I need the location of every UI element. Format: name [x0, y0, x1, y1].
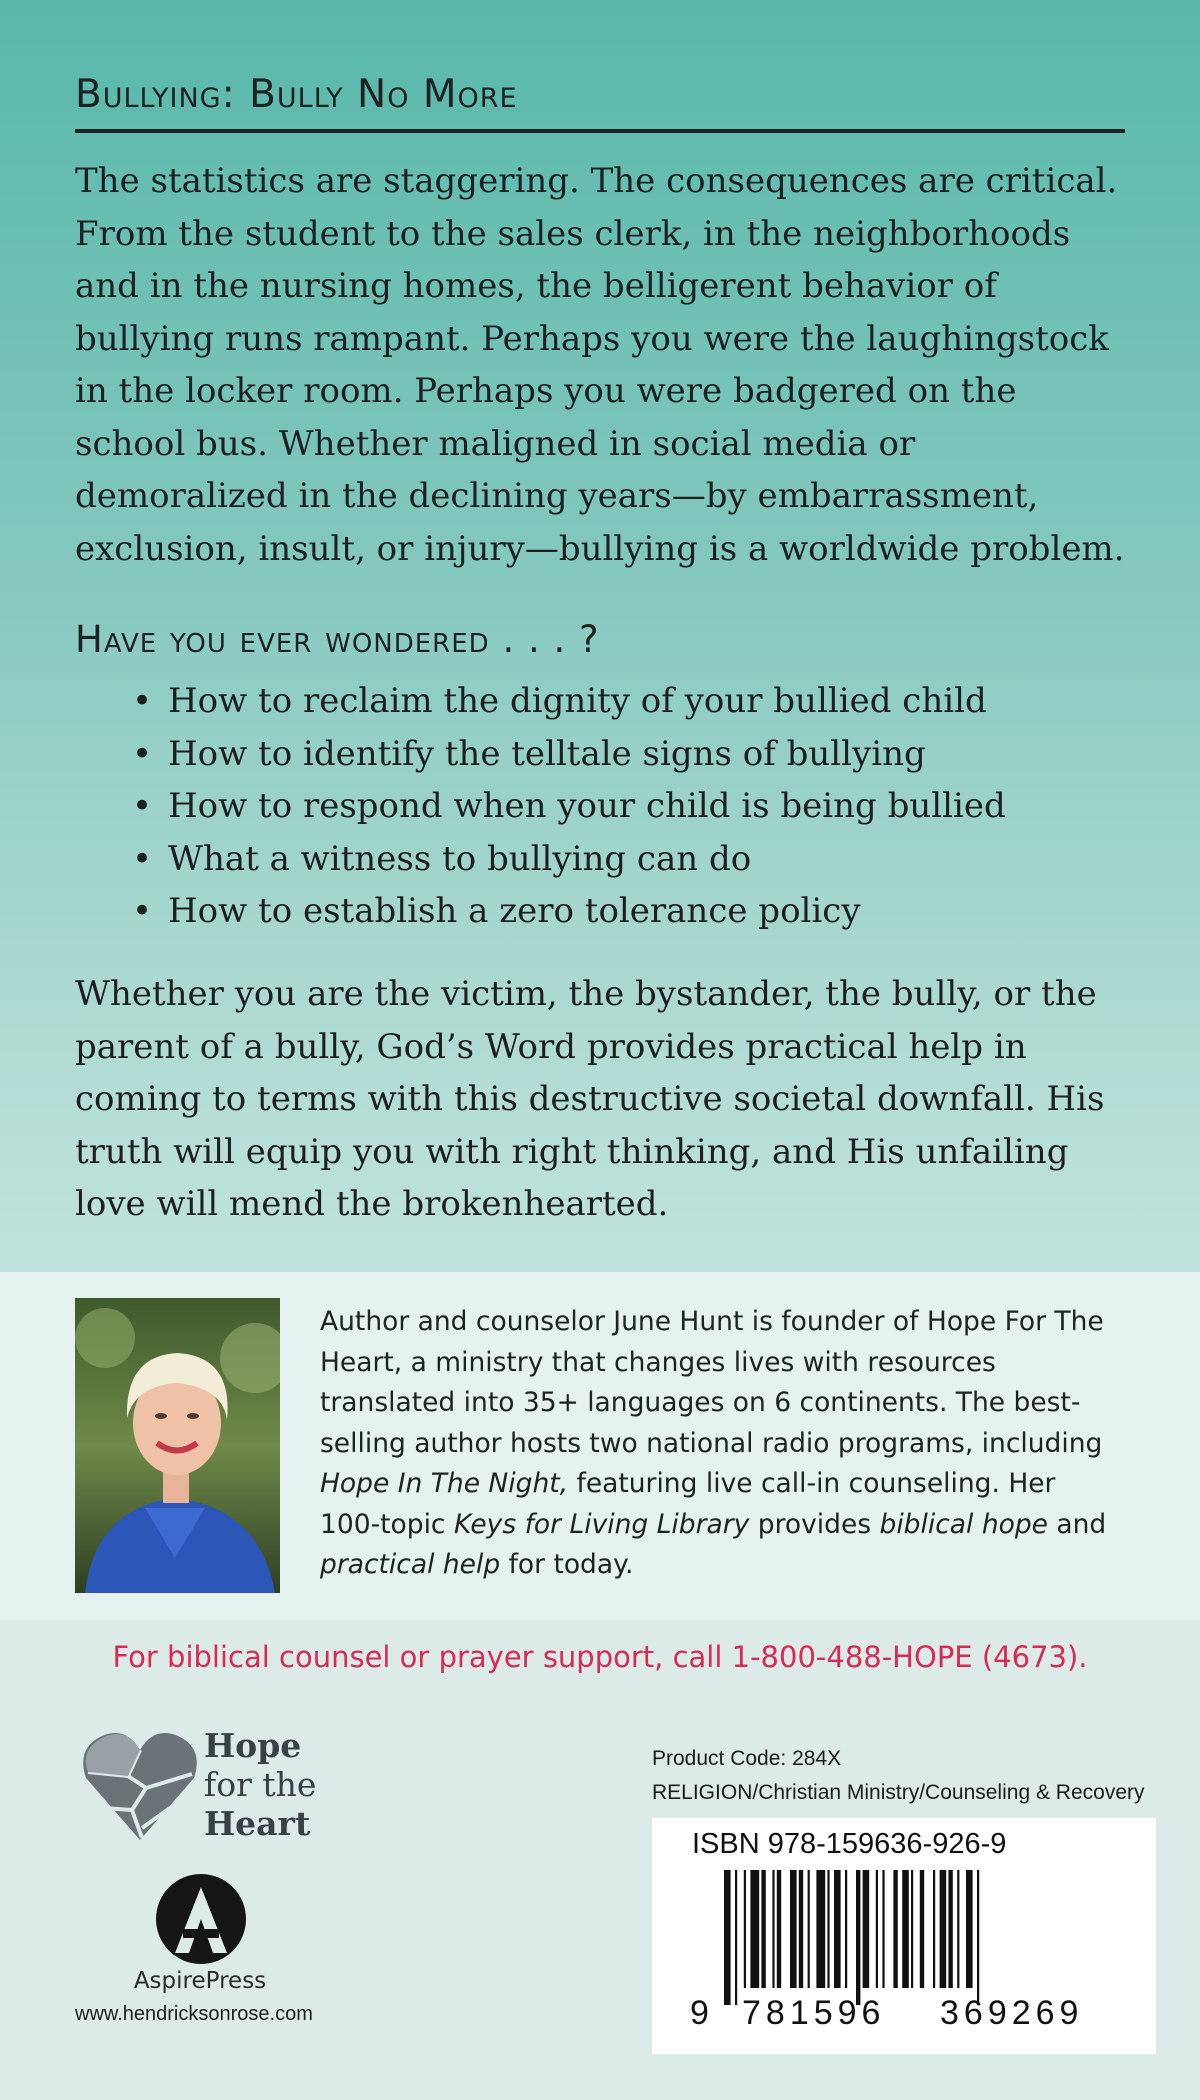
- bullet-icon: •: [132, 786, 153, 826]
- isbn-text: ISBN 978-159636-926-9: [692, 1828, 1007, 1860]
- barcode-bar: [827, 1870, 829, 1988]
- barcode-panel: [652, 1818, 1156, 2054]
- barcode-bar: [808, 1870, 810, 1988]
- list-item: • How to establish a zero tolerance policy: [132, 885, 1132, 938]
- closing-paragraph: Whether you are the victim, the bystander, the bully, or the parent of a bully, God’s Word provides practical help in coming to terms with this destructive societal downfall. His truth will equip you with right thinking, and His unfailing love will mend the brokenhearted.: [75, 974, 1105, 1224]
- barcode-digits: 9 781596 369269: [690, 1994, 1084, 2032]
- barcode-bar: [845, 1870, 847, 1988]
- list-item: • What a witness to bullying can do: [132, 833, 1132, 886]
- barcode-bar: [816, 1870, 825, 1988]
- bullet-icon: •: [132, 838, 153, 879]
- product-info: [652, 1742, 1145, 1810]
- barcode-bar: [772, 1870, 774, 1988]
- barcode-bar: [902, 1870, 909, 1988]
- broken-heart-icon: [80, 1728, 200, 1848]
- barcode-bar: [834, 1870, 841, 1988]
- barcode-bar: [856, 1870, 860, 2005]
- product-category: RELIGION/Christian Ministry/Counseling & Recovery: [652, 1781, 1145, 1804]
- barcode-bar: [920, 1870, 924, 1988]
- questions-heading: Have you ever wondered . . . ?: [75, 618, 600, 661]
- barcode-bar: [799, 1870, 803, 1988]
- barcode-bar: [957, 1870, 959, 1988]
- publisher-website[interactable]: www.hendricksonrose.com: [75, 2003, 313, 2025]
- barcode-bar: [882, 1870, 884, 1988]
- list-item: • How to respond when your child is being bullied: [132, 780, 1132, 833]
- questions-list: [132, 675, 1132, 938]
- barcode-bar: [948, 1870, 952, 1988]
- list-item: • How to reclaim the dignity of your bullied child: [132, 675, 1132, 728]
- barcode-bar: [911, 1870, 913, 1988]
- hope-logo-wordmark: Hope for the Heart: [204, 1726, 317, 1843]
- author-bio: Author and counselor June Hunt is founder of Hope For The Heart, a ministry that changes lives with resources translated into 35+ languages on 6 continents. The best-selling author hosts two national radio programs, including Hope In The Night, featuring live call-in counseling. Her 100-topic Keys for Living Library provides biblical hope and practical help for today.: [320, 1306, 1107, 1580]
- barcode-bar: [876, 1870, 878, 1988]
- barcode-bar: [977, 1870, 979, 2005]
- barcode-bar: [893, 1870, 897, 1988]
- barcode-bar: [744, 1870, 746, 1988]
- intro-paragraph: The statistics are staggering. The consequences are critical. From the student to the sales clerk, in the neighborhoods and in the nursing homes, the belligerent behavior of bullying runs rampant. Perhaps you were the laughingstock in the locker room. Perhaps you were badgered on the school bus. Whether maligned in social media or demoralized in the declining years—by embarrassment, exclusion, insult, or injury—bullying is a worldwide problem.: [75, 161, 1125, 569]
- barcode-bar: [750, 1870, 759, 1988]
- author-photo: [75, 1298, 280, 1593]
- barcode-bar: [863, 1870, 870, 1988]
- barcode-bars: [724, 1870, 1102, 2005]
- book-title: Bullying: Bully No More: [75, 72, 1125, 133]
- list-item: • How to identify the telltale signs of bullying: [132, 728, 1132, 781]
- aspire-a-icon: [155, 1873, 247, 1965]
- bullet-icon: •: [132, 891, 153, 931]
- barcode-bar: [940, 1870, 947, 1988]
- barcode-bar: [724, 1870, 731, 2005]
- support-phone-line: For biblical counsel or prayer support, call 1-800-488-HOPE (4673).: [112, 1640, 1088, 1674]
- product-code: Product Code: 284X: [652, 1747, 842, 1770]
- bullet-icon: •: [132, 733, 153, 774]
- barcode-bar: [761, 1870, 765, 1988]
- bullet-icon: •: [132, 681, 153, 721]
- barcode-bar: [790, 1870, 797, 1988]
- barcode-bar: [933, 1870, 935, 1988]
- publisher-name: AspirePress: [133, 1968, 267, 1994]
- barcode-bar: [735, 1870, 737, 2005]
- barcode-bar: [966, 1870, 973, 1988]
- barcode-bar: [777, 1870, 781, 1988]
